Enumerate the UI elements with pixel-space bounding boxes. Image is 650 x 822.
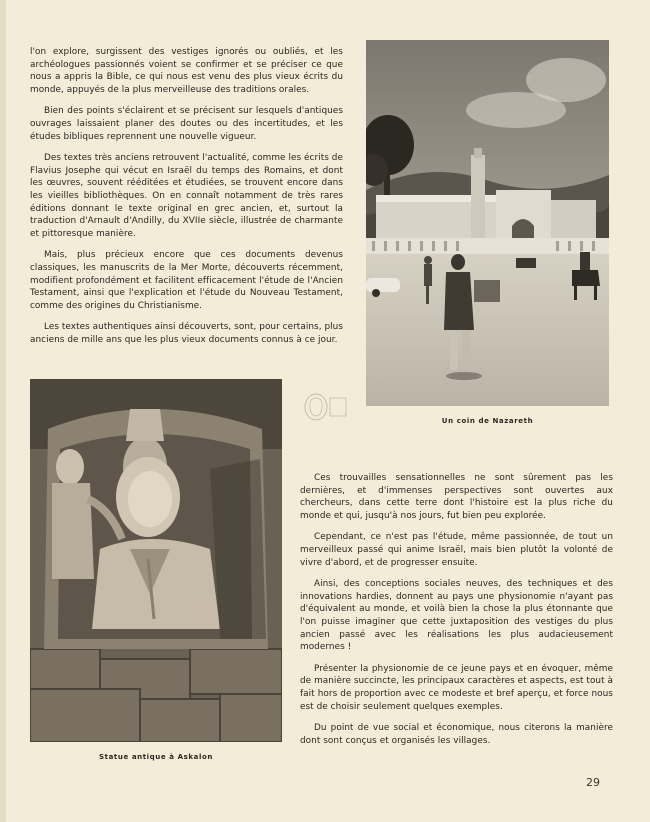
left-column-text	[30, 46, 343, 355]
page-number: 29	[586, 776, 600, 789]
nazareth-photo	[366, 40, 609, 406]
paragraph: Mais, plus précieux encore que ces documents devenus classiques, les manuscrits de la Mer Morte, découverts récemment, modifient profondément et facilitent efficacement l'étude de l'Ancien Testament, ainsi que l'explication et l'étude du Nouveau Testament, comme des origines du Christianisme.	[30, 250, 343, 311]
page-edge	[0, 0, 6, 822]
paragraph: l'on explore, surgissent des vestiges ignorés ou oubliés, et les archéologues passionnés voient se confirmer et se préciser ce que nous a appris la Bible, ce qui nous est venu des plus vieux écrits du monde, appuyés de la plus merveilleuse des traditions orales.	[30, 47, 343, 95]
statue-photo	[30, 379, 282, 742]
paragraph: Présenter la physionomie de ce jeune pays et en évoquer, même de manière succincte, les principaux caractères et aspects, est tout à fait hors de proportion avec ce modeste et bref aperçu, et force nous est de choisir seulement quelques exemples.	[300, 663, 613, 712]
paragraph: Les textes authentiques ainsi découverts, sont, pour certains, plus anciens de mille ans que les plus vieux documents connus à ce jour.	[30, 322, 343, 345]
right-column-text	[300, 472, 613, 756]
statue-caption: Statue antique à Askalon	[99, 753, 213, 761]
paragraph: Du point de vue social et économique, nous citerons la manière dont sont conçus et organisés les villages.	[300, 723, 613, 746]
paragraph: Bien des points s'éclairent et se précisent sur lesquels d'antiques ouvrages laissaient planer des doutes ou des incertitudes, et les études bibliques reprennent une nouvelle vigueur.	[30, 106, 343, 142]
paragraph: Des textes très anciens retrouvent l'actualité, comme les écrits de Flavius Josephe qui vécut en Israël du temps des Romains, et dont les œuvres, souvent rééditées et étudiées, se trouvent encore dans les vieilles bibliothèques. On en connaît notamment de très rares éditions donnant le texte original en grec ancien, et, surtout la traduction d'Arnault d'Andilly, du XVIIe siècle, illustrée de charmante et pittoresque manière.	[30, 153, 343, 239]
nazareth-photo-illustration	[366, 40, 609, 406]
paragraph: Cependant, ce n'est pas l'étude, même passionnée, de tout un merveilleux passé qui anime Israël, mais bien plutôt la volonté de vivre d'abord, et de progresser ensuite.	[300, 532, 613, 568]
paragraph: Ainsi, des conceptions sociales neuves, des techniques et des innovations hardies, donnent au pays une physionomie n'ayant pas d'équivalent au monde, et voilà bien la chose la plus étonnante que l'on puisse imaginer que cette juxtaposition des vestiges du plus ancien passé avec les réalisations les plus audacieusement modernes !	[300, 579, 613, 653]
paragraph: Ces trouvailles sensationnelles ne sont sûrement pas les dernières, et d'immenses perspectives sont ouvertes aux chercheurs, dans cette terre dont l'histoire est la plus riche du monde et qui, jusqu'à nos jours, fut bien peu explorée.	[300, 473, 613, 521]
nazareth-caption: Un coin de Nazareth	[441, 417, 534, 425]
library-stamp	[302, 392, 350, 422]
statue-photo-illustration	[30, 379, 282, 742]
